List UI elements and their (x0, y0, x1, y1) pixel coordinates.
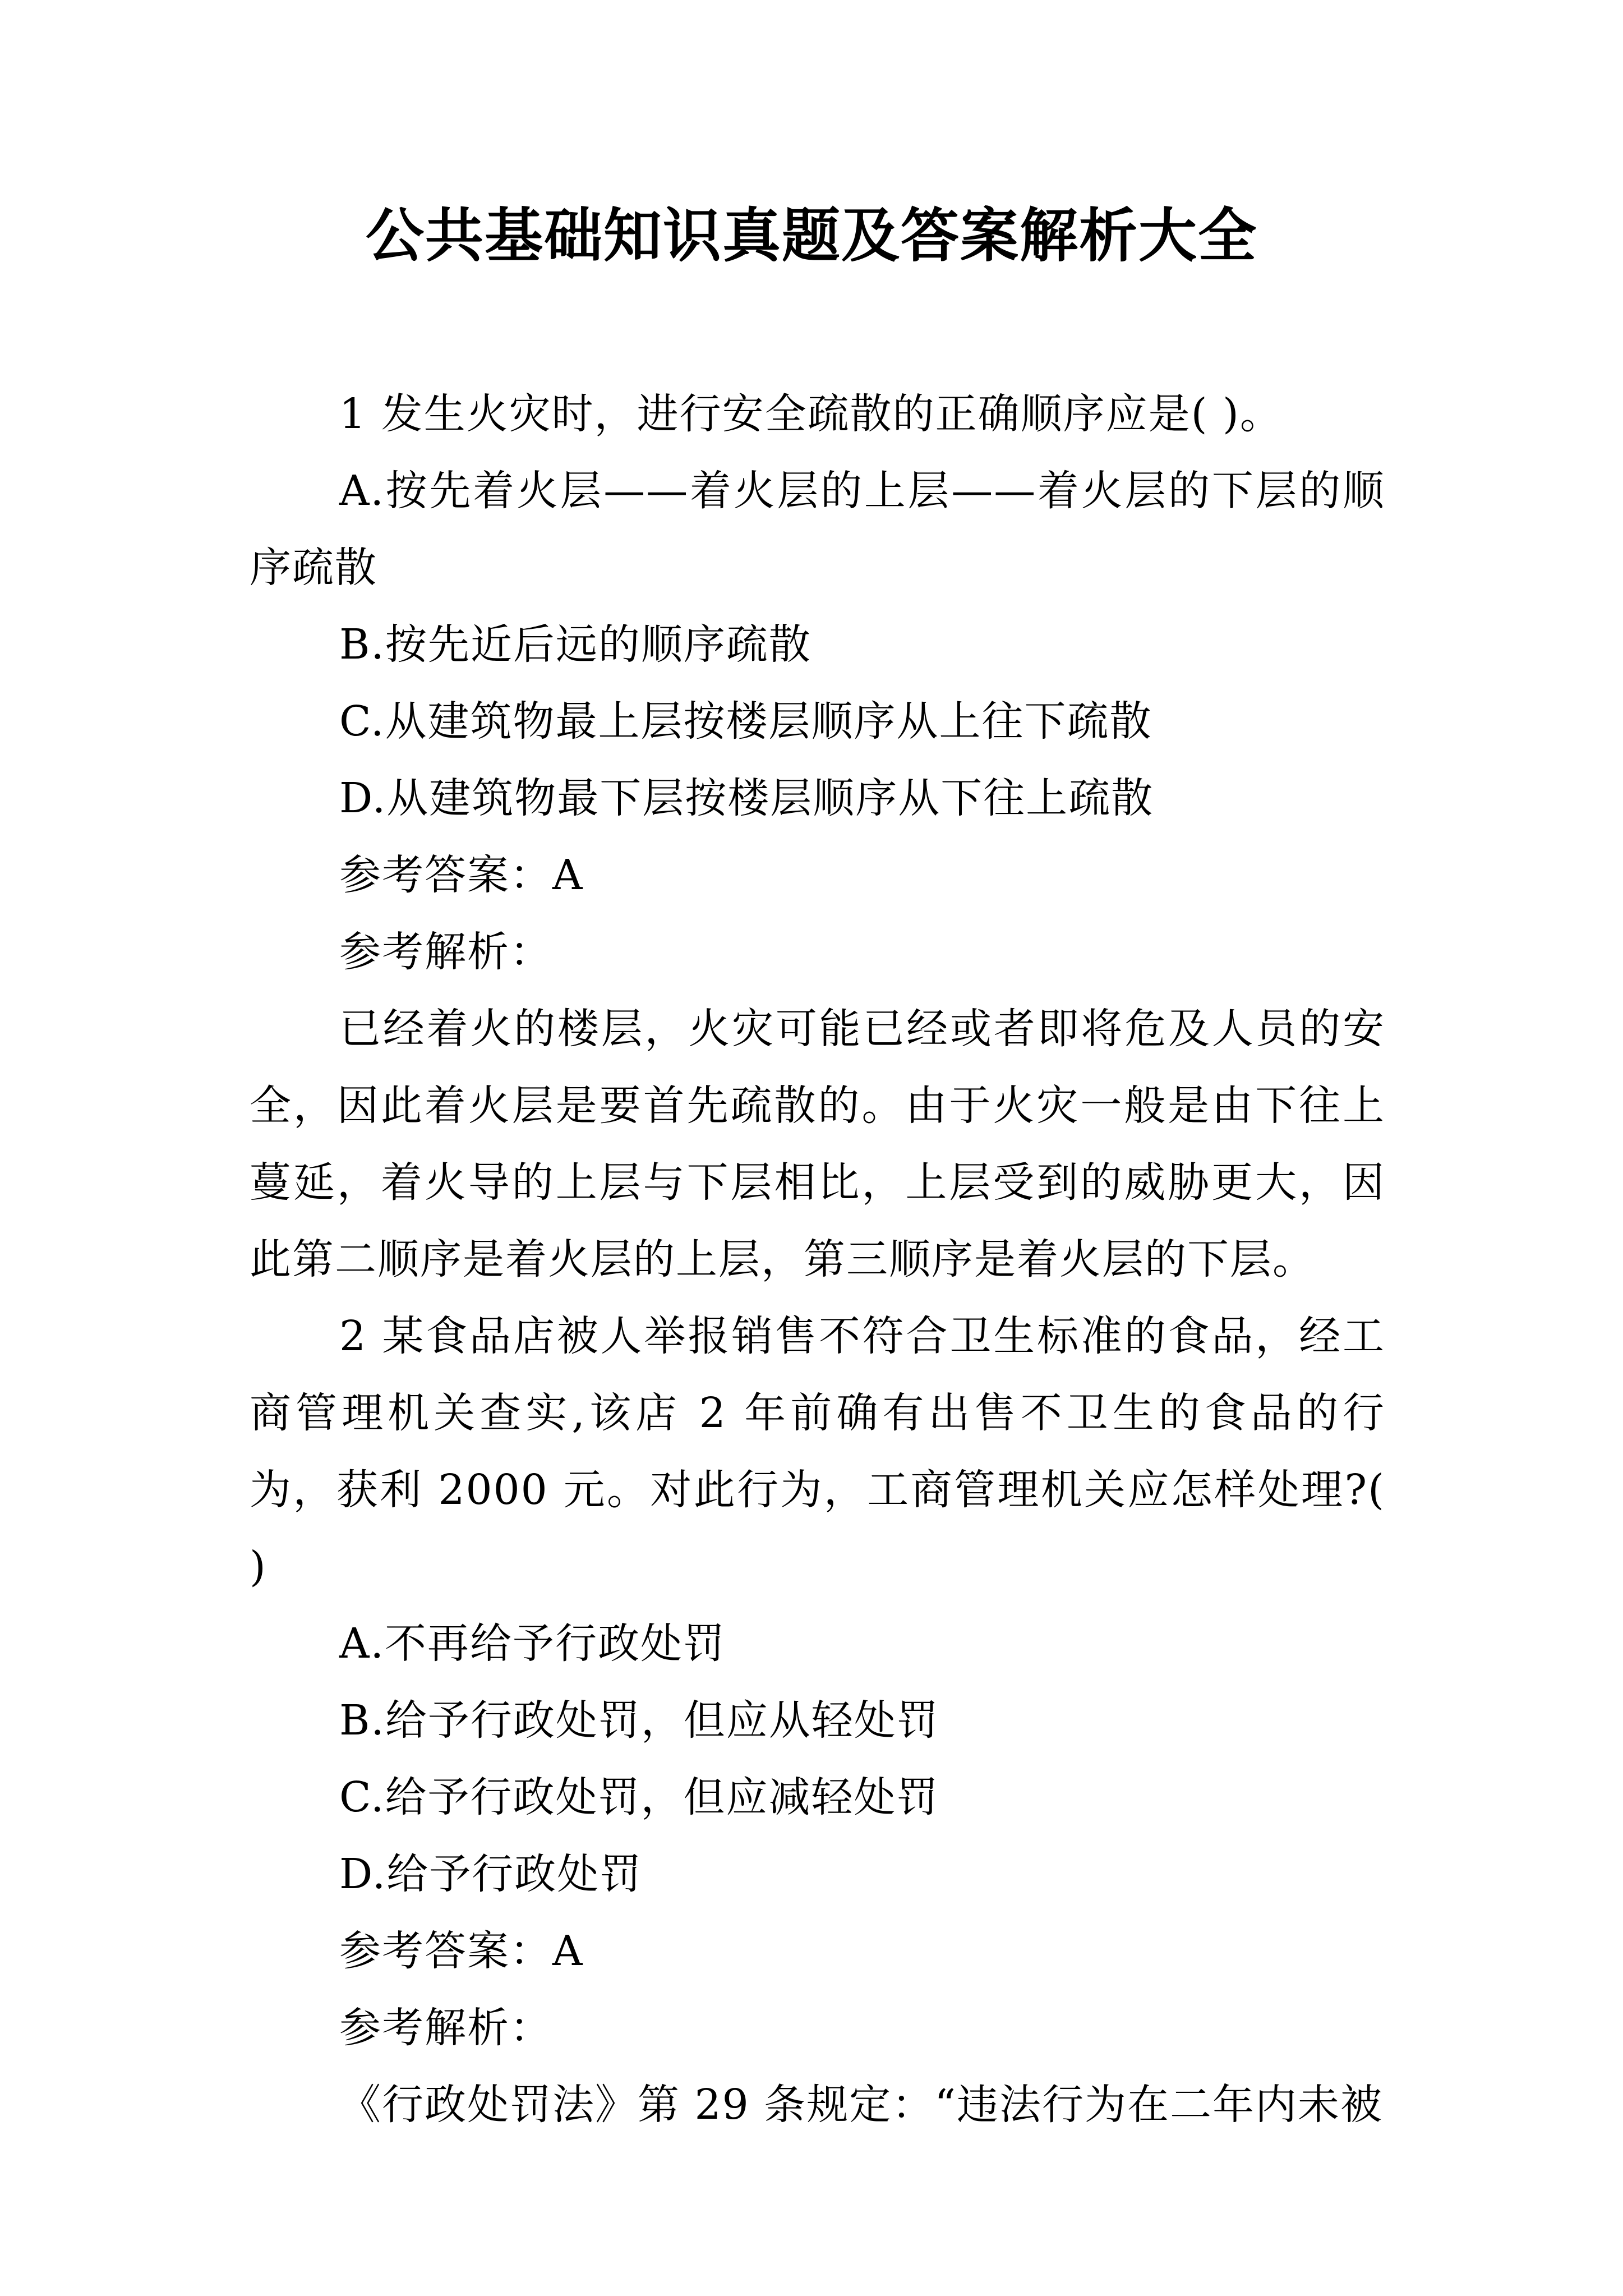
question-2-option-d: D.给予行政处罚 (339, 1850, 643, 1898)
question-2-option-a: A.不再给予行政处罚 (339, 1619, 726, 1668)
question-2-option-c: C.给予行政处罚，但应减轻处罚 (339, 1773, 939, 1821)
question-1-analysis: 已经着火的楼层，火灾可能已经或者即将危及人员的安全，因此着火层是要首先疏散的。由于火灾一般是由下往上蔓延，着火导的上层与下层相比，上层受到的威胁更大，因此第二顺序是着火层的上层，第三顺序是着火层的下层。 (250, 1005, 1385, 1283)
question-1-answer: 参考答案：A (339, 851, 584, 899)
question-1-option-a: A.按先着火层——着火层的上层——着火层的下层的顺序疏散 (250, 467, 1385, 592)
question-2-analysis: 《行政处罚法》第 29 条规定：“违法行为在二年内未被 (339, 2081, 1384, 2129)
document-body (250, 376, 1385, 2143)
question-1-option-d: D.从建筑物最下层按楼层顺序从下往上疏散 (339, 774, 1154, 822)
question-2-answer: 参考答案：A (339, 1927, 584, 1975)
question-2-option-b: B.给予行政处罚，但应从轻处罚 (339, 1696, 939, 1745)
question-1-analysis-label: 参考解析： (339, 928, 552, 976)
question-2-analysis-label: 参考解析： (339, 2004, 552, 2052)
question-1-stem: 1 发生火灾时，进行安全疏散的正确顺序应是( )。 (339, 390, 1283, 438)
question-1-option-c: C.从建筑物最上层按楼层顺序从上往下疏散 (339, 697, 1152, 746)
document-title: 公共基础知识真题及答案解析大全 (365, 201, 1257, 270)
question-1-option-b: B.按先近后远的顺序疏散 (339, 620, 811, 669)
question-2-stem: 2 某食品店被人举报销售不符合卫生标准的食品，经工商管理机关查实,该店 2 年前确有出售不卫生的食品的行为，获利 2000 元。对此行为，工商管理机关应怎样处理?( ) (250, 1312, 1385, 1591)
